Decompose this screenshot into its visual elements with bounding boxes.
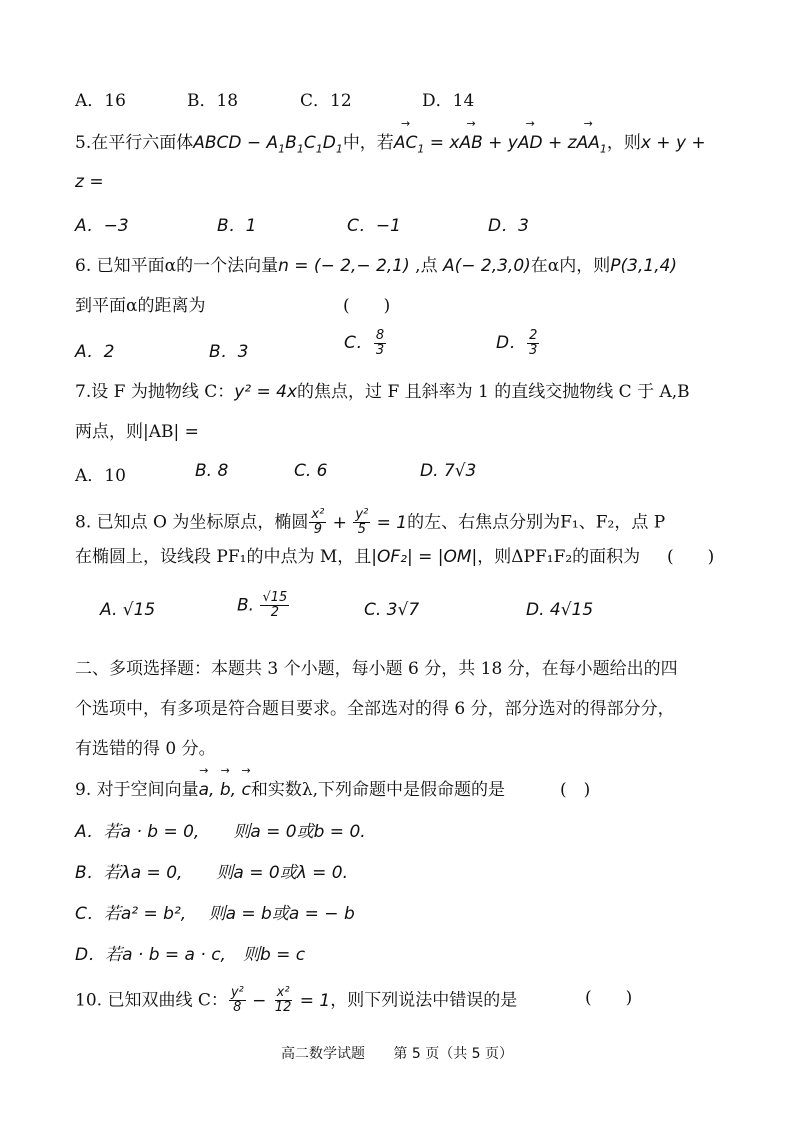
q4-option-b: B．18 — [187, 91, 239, 111]
q8-option-d: D. 4√15 — [526, 600, 594, 620]
q7-option-d: D. 7√3 — [420, 461, 477, 481]
q4-option-c: C．12 — [300, 91, 352, 111]
q7-stem: 7.设 F 为抛物线 C：y² = 4x的焦点，过 F 且斜率为 1 的直线交抛物线 C 于 A,B — [75, 382, 690, 402]
q10-stem: 10. 已知双曲线 C： $\frac{\text{y²}}{8}$ − $\frac{\text{x²}}{12}$ = 1，则下列说法中错误的是 ( ) — [75, 985, 633, 1015]
section2-heading-line2: 个选项中，有多项是符合题目要求。全部选对的得 6 分，部分选对的得部分分， — [75, 699, 675, 719]
q9-option-d: D．若a · b = a · c, 则b = c — [75, 945, 306, 965]
q8-stem: 8. 已知点 O 为坐标原点，椭圆 $\frac{\text{x²}}{9}$ + $\frac{\text{y²}}{5}$ = 1的左、右焦点分别为F₁、F₂，点 P — [75, 507, 666, 537]
q5-option-a: A．−3 — [75, 216, 129, 236]
q5-option-d: D．3 — [488, 216, 529, 236]
page-footer — [0, 1043, 794, 1063]
q4-option-a: A．16 — [75, 91, 126, 111]
q5-option-c: C．−1 — [347, 216, 401, 236]
q9-option-b: B．若λa = 0, 则a = 0或λ = 0. — [75, 863, 349, 883]
q4-option-d: D．14 — [422, 91, 475, 111]
q8-option-c: C. 3√7 — [364, 600, 420, 620]
q5-stem: 5.在平行六面体ABCD − $A_1B_1C_1D_1$中，若→ $AC_1 = x\to$ AB + y→ AD + $z\to AA_1$，则x + y + — [75, 131, 724, 161]
section2-heading-line3: 有选错的得 0 分。 — [75, 739, 216, 759]
q7-stem-line2: 两点，则|AB| = — [75, 422, 199, 442]
q9-option-c: C．若a² = b², 则a = b或a = − b — [75, 904, 355, 924]
q5-stem-line2: z = — [75, 172, 104, 192]
q7-option-c: C. 6 — [294, 461, 328, 481]
footer-subject: 高二数学试题 — [280, 1046, 365, 1062]
q6-stem: 6. 已知平面α的一个法向量n = (− 2,− 2,1) ,点 A(− 2,3,0)在α内，则P(3,1,4) — [75, 256, 678, 276]
q6-option-a: A．2 — [75, 342, 115, 362]
q6-option-c: C． $\frac{8}{3}$ — [344, 327, 385, 358]
q9-option-a: A．若a · b = 0, 则a = 0或b = 0. — [75, 822, 366, 842]
q8-option-a: A. √15 — [100, 600, 156, 620]
q9-stem: 9. 对于空间向量→ a, → b, → c和实数λ,下列命题中是假命题的是 ( ) — [75, 778, 724, 802]
footer-page-number: 第 5 页（共 5 页） — [393, 1046, 514, 1062]
q5-option-b: B．1 — [217, 216, 257, 236]
section2-heading-line1: 二、多项选择题：本题共 3 个小题，每小题 6 分，共 18 分，在每小题给出的四 — [75, 659, 678, 679]
q6-option-b: B．3 — [209, 342, 249, 362]
q6-option-d: D． $\frac{2}{3}$ — [496, 327, 538, 358]
q7-option-b: B. 8 — [195, 461, 229, 481]
q7-option-a: A．10 — [75, 466, 126, 486]
q6-stem-line2: 到平面α的距离为 ( ) — [75, 296, 391, 316]
q8-option-b: B. $\frac{√15}{2}$ — [237, 590, 288, 620]
q8-stem-line2: 在椭圆上，设线段 PF₁的中点为 M，且|OF₂| = |OM|，则ΔPF₁F₂的面积为 ( ) — [75, 547, 715, 567]
